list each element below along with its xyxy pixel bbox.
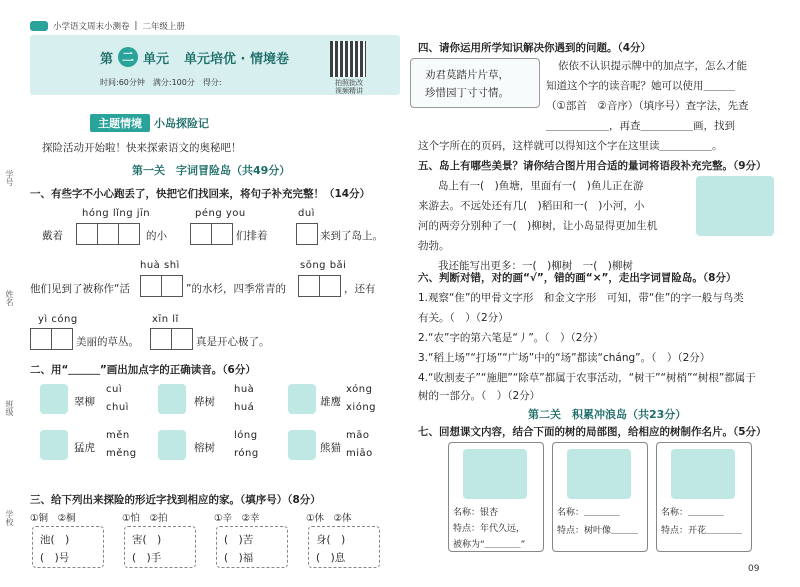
answer-boxes[interactable]: [150, 328, 192, 350]
time-label: 时间:60分钟: [100, 78, 145, 87]
series-name: 小学语文周末小测卷: [53, 22, 130, 32]
tree-card-3[interactable]: 名称：＿＿＿＿ 特点：开花＿＿＿＿: [656, 442, 752, 552]
score-field: 得分:: [202, 78, 222, 87]
unit-title: 第 二 单元 单元培优 · 情境卷: [100, 47, 289, 67]
series-header: 小学语文周末小测卷 | 二年级上册: [30, 18, 400, 34]
intro-text: 探险活动开始啦！快来探索语文的奥秘吧！: [42, 142, 242, 154]
q5-title: 五、岛上有哪些美景？请你结合图片用合适的量词将语段补充完整。（9分）: [418, 160, 767, 172]
ginkgo-picture: [463, 449, 527, 499]
unit-number: 二: [118, 47, 138, 67]
answer-boxes[interactable]: [30, 328, 72, 350]
theme-heading: [90, 114, 209, 132]
answer-boxes[interactable]: [76, 223, 139, 245]
banyan-picture: [158, 430, 186, 460]
answer-boxes[interactable]: [298, 275, 340, 297]
tree-card-2[interactable]: 名称：＿＿＿＿ 特点：树叶像＿＿＿: [552, 442, 648, 552]
theme-pill: 主题情境: [90, 114, 150, 132]
q3-title: 三、给下列出来探险的形近字找到相应的家。（填序号）（8分）: [30, 494, 321, 506]
answer-boxes[interactable]: [190, 223, 232, 245]
answer-boxes[interactable]: [296, 223, 317, 245]
student-info-sidebar: 学号 姓名 班级 学校: [5, 170, 14, 526]
flowering-tree-picture: [671, 449, 735, 499]
willow-picture: [40, 384, 68, 414]
exam-meta: [100, 77, 222, 88]
qr-code-icon[interactable]: [330, 41, 366, 77]
theme-name: 小岛探险记: [154, 117, 209, 130]
q1-title: 一、有些字不小心跑丢了，快把它们找回来，将句子补充完整！（14分）: [30, 188, 371, 200]
workbook-page: 小学语文周末小测卷 | 二年级上册 第 二 单元 单元培优 · 情境卷 时间:60分钟 满分:100分 得分: 拍照批改 视频精讲 主题情境 小岛探险记 探险活动开始啦！快来探索语文的奥秘吧！ 学号 姓名 班级 学校 第一关 字词冒险岛（共49分） 一、有些字不小心跑丢了，快把它们找回来，将句子补充完整！（14分） hóng lǐng jīn péng you duì 戴着 的小 们排着 来到了岛上。 huà shì sōng bǎi 他们见到了被称作“活 ”的水杉，四季常青的 ，还有 yì cóng xīn lǐ 美丽的草丛。 真是开心极了。 二、用“＿＿＿”画出加点字的正确读音。（6分） 翠柳 cuì chuì 桦树 huà huá 雄鹰 xóng xióng 猛虎 měn měng 榕树 lóng róng 熊猫 māo miāo 三、给下列出来探险的形近字找到相应的家。（填序号）（8分） ①铜 ②桐 池( ) ( )号 ①怕 ②拍 害( ) ( )手 ①辛 ②幸 ( )苦 ( )福 ①休 ②体 身( ) ( )息 四、请你运用所学知识解决你遇到的问题。（4分） 劝君莫踏片片草， 珍惜园丁寸寸情。 依依不认识提示牌中的加点字，怎么才能 知道这个字的读音呢？她可以使用＿＿＿ （①部首 ②音序）（填序号）查字法，先查 ＿＿＿＿＿＿，再查＿＿＿＿＿画，找到 这个字所在的页码，这样就可以得知这个字在这里读＿＿＿＿＿。 五、岛上有哪些美景？请你结合图片用合适的量词将语段补充完整。（9分） 岛上有一( )鱼塘，里面有一( )鱼儿正在游 来游去。不远处还有几( )稻田和一( )小河，小 河的两旁分别种了一( )柳树，让小岛显得更加生机 勃勃。 我还能写出更多：一( )柳树 一( )柳树 六、判断对错，对的画“√”，错的画“×”，走出字词冒险岛。（8分） 1.观察“隹”的甲骨文字形 和金文字形 可知，带“隹”的字一般与鸟类 有关。（ ）（2分） 2.“农”字的第六笔是“丿”。（ ）（2分） 3.“稻上场”“打场”“广场”中的“场”都读“cháng”。（ ）（2分） 4.“收割麦子”“施肥”“除草”都属于农事活动，“树干”“树梢”“树根”都属于 树的一部分。（ ）（2分） 第二关 积累冲浪岛（共23分） 七、回想课文内容，结合下面的树的局部图，给相应的树制作名片。（5分） 名称：银杏 特点：年代久远， 被称为“＿＿＿＿” 名称：＿＿＿＿ 特点：树叶像＿＿＿ 名称：＿＿＿＿ 特点：开花＿＿＿＿ 09: [0, 0, 800, 587]
unit-banner: [30, 35, 400, 95]
island-picture: [696, 176, 774, 236]
q6-title: 六、判断对错，对的画“√”，错的画“×”，走出字词冒险岛。（8分）: [418, 272, 737, 284]
birch-picture: [158, 384, 186, 414]
panda-picture: [288, 430, 316, 460]
q2-title: 二、用“＿＿＿”画出加点字的正确读音。（6分）: [30, 364, 256, 376]
qr-caption: 拍照批改 视频精讲: [335, 79, 363, 95]
eagle-picture: [288, 384, 316, 414]
tree-card-ginkgo[interactable]: 名称：银杏 特点：年代久远， 被称为“＿＿＿＿”: [448, 442, 544, 552]
grade-label: 二年级上册: [142, 22, 185, 32]
level2-title: 第二关 积累冲浪岛（共23分）: [528, 408, 687, 421]
q4-title: 四、请你运用所学知识解决你遇到的问题。（4分）: [418, 42, 652, 54]
q7-title: 七、回想课文内容，结合下面的树的局部图，给相应的树制作名片。（5分）: [418, 426, 767, 438]
level1-title: 第一关 字词冒险岛（共49分）: [132, 164, 291, 177]
full-score-label: 满分:100分: [152, 78, 195, 87]
brand-logo: [30, 21, 48, 31]
answer-boxes[interactable]: [140, 275, 182, 297]
page-number: 09: [748, 564, 760, 574]
similar-char-houses: ①铜 ②桐 池( ) ( )号 ①怕 ②拍 害( ) ( )手 ①辛 ②幸 ( )苦 ( )福 ①休 ②体 身( ) ( )息: [30, 510, 400, 570]
pronunciation-grid: 翠柳 cuì chuì 桦树 huà huá 雄鹰 xóng xióng 猛虎 měn měng 榕树 lóng róng 熊猫 māo miāo: [40, 382, 400, 482]
maple-leaf-picture: [567, 449, 631, 499]
lawn-sign: 劝君莫踏片片草， 珍惜园丁寸寸情。: [410, 58, 540, 108]
tiger-picture: [40, 430, 68, 460]
